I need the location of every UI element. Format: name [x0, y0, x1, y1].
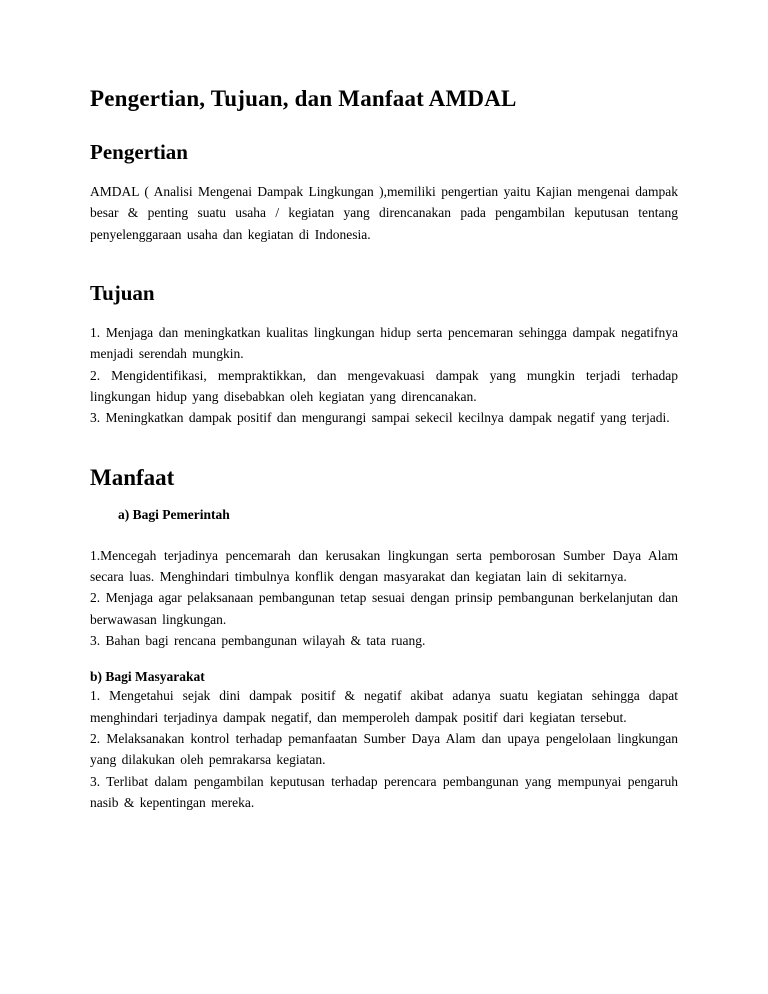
section-pengertian: [90, 140, 678, 245]
subheading-bagi-masyarakat: b) Bagi Masyarakat: [90, 669, 205, 685]
tujuan-item-1: 1. Menjaga dan meningkatkan kualitas lingkungan hidup serta pencemaran sehingga dampak negatifnya menjadi serendah mungkin.: [90, 324, 678, 362]
manfaat-masyarakat-list: [90, 685, 678, 813]
pengertian-paragraph: AMDAL ( Analisi Mengenai Dampak Lingkungan ),memiliki pengertian yaitu Kajian mengenai dampak besar & penting suatu usaha / kegiatan yang direncanakan pada pengambilan keputusan tentang penyelenggaraan usaha dan kegiatan di Indonesia.: [90, 184, 678, 242]
page-title: Pengertian, Tujuan, dan Manfaat AMDAL: [90, 86, 517, 111]
manfaat-masyarakat-item-2: 2. Melaksanakan kontrol terhadap pemanfaatan Sumber Daya Alam dan upaya pengelolaan lingkungan yang dilakukan oleh pemrakarsa kegiatan.: [90, 730, 678, 768]
manfaat-masyarakat-item-3: 3. Terlibat dalam pengambilan keputusan terhadap perencara pembangunan yang mempunyai pengaruh nasib & kepentingan mereka.: [90, 773, 678, 810]
tujuan-item-3: 3. Meningkatkan dampak positif dan mengurangi sampai sekecil kecilnya dampak negatif yang terjadi.: [90, 410, 670, 426]
manfaat-pemerintah-list: [90, 545, 678, 652]
manfaat-masyarakat-item-1: 1. Mengetahui sejak dini dampak positif & negatif akibat adanya suatu kegiatan sehingga dapat menghindari terjadinya dampak negatif, dan memperoleh dampak positif dari kegiatan tersebut.: [90, 688, 678, 725]
manfaat-pemerintah-item-3: 3. Bahan bagi rencana pembangunan wilayah & tata ruang.: [90, 632, 426, 648]
manfaat-pemerintah-item-1: 1.Mencegah terjadinya pencemarah dan kerusakan lingkungan serta pemborosan Sumber Daya Alam secara luas. Menghindari timbulnya konflik dengan masyarakat dan kegiatan lain di sekitarnya.: [90, 547, 678, 584]
heading-tujuan: Tujuan: [90, 280, 155, 305]
section-tujuan: [90, 281, 678, 429]
heading-manfaat: Manfaat: [90, 464, 175, 490]
manfaat-pemerintah-item-2: 2. Menjaga agar pelaksanaan pembangunan tetap sesuai dengan prinsip pembangunan berkelanjutan dan berwawasan lingkungan.: [90, 590, 678, 627]
section-manfaat: [90, 465, 678, 814]
tujuan-item-2: 2. Mengidentifikasi, mempraktikkan, dan mengevakuasi dampak yang mungkin terjadi terhadap lingkungan hidup yang disebabkan oleh kegiatan yang direncanakan.: [90, 367, 678, 404]
heading-pengertian: Pengertian: [90, 140, 188, 164]
subheading-bagi-pemerintah: a) Bagi Pemerintah: [118, 506, 230, 522]
